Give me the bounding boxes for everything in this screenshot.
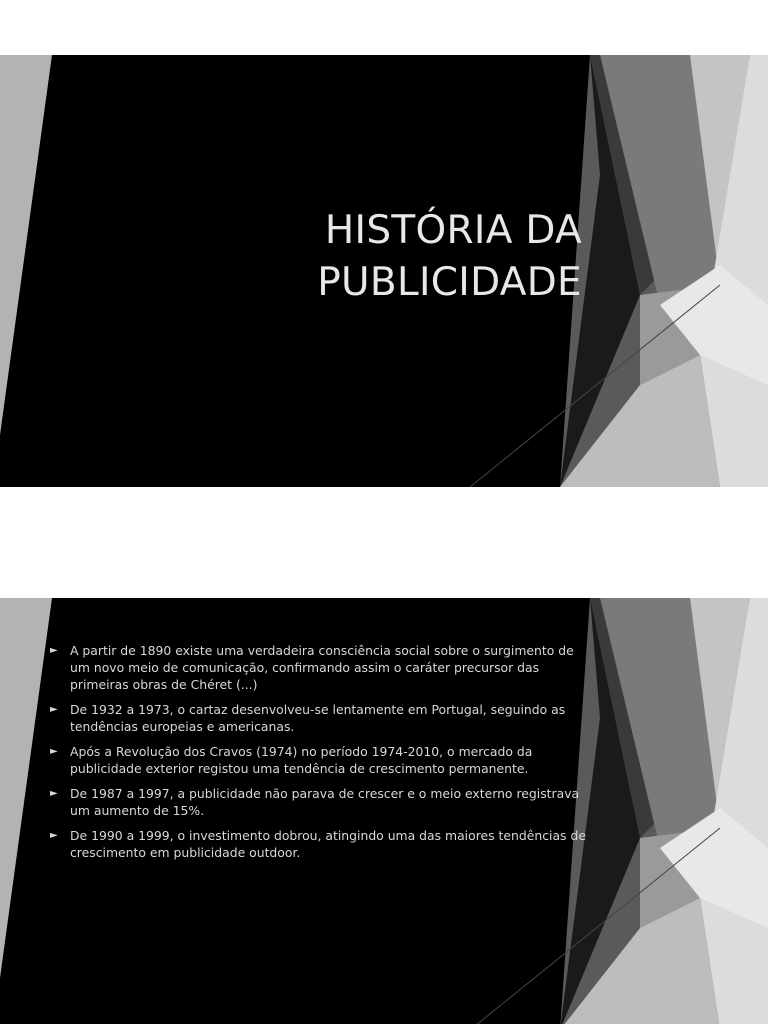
title-line-2: PUBLICIDADE: [317, 260, 582, 305]
bullet-text: De 1932 a 1973, o cartaz desenvolveu-se lentamente em Portugal, seguindo as tendências europeias e americanas.: [70, 702, 566, 734]
bullet-marker-icon: ►: [50, 746, 58, 757]
bullet-item: [48, 701, 588, 735]
bullet-marker-icon: ►: [50, 645, 58, 656]
bullet-item: [48, 785, 588, 819]
bullet-item: [48, 743, 588, 777]
title-line-1: HISTÓRIA DA: [324, 208, 582, 253]
bullet-text: De 1990 a 1999, o investimento dobrou, atingindo uma das maiores tendências de crescimento em publicidade outdoor.: [70, 828, 586, 860]
bullet-marker-icon: ►: [50, 830, 58, 841]
bullet-marker-icon: ►: [50, 788, 58, 799]
bullet-list: [48, 642, 588, 869]
bullet-item: [48, 642, 588, 693]
bullet-item: [48, 827, 588, 861]
slide-title: [300, 205, 582, 309]
content-slide: [0, 598, 768, 1024]
bullet-text: A partir de 1890 existe uma verdadeira consciência social sobre o surgimento de um novo meio de comunicação, confirmando assim o caráter precursor das primeiras obras de Chéret (...): [70, 643, 574, 692]
bullet-text: Após a Revolução dos Cravos (1974) no período 1974-2010, o mercado da publicidade exterior registou uma tendência de crescimento permanente.: [70, 744, 533, 776]
bullet-text: De 1987 a 1997, a publicidade não parava de crescer e o meio externo registrava um aumento de 15%.: [70, 786, 580, 818]
title-slide: [0, 55, 768, 487]
bullet-marker-icon: ►: [50, 704, 58, 715]
